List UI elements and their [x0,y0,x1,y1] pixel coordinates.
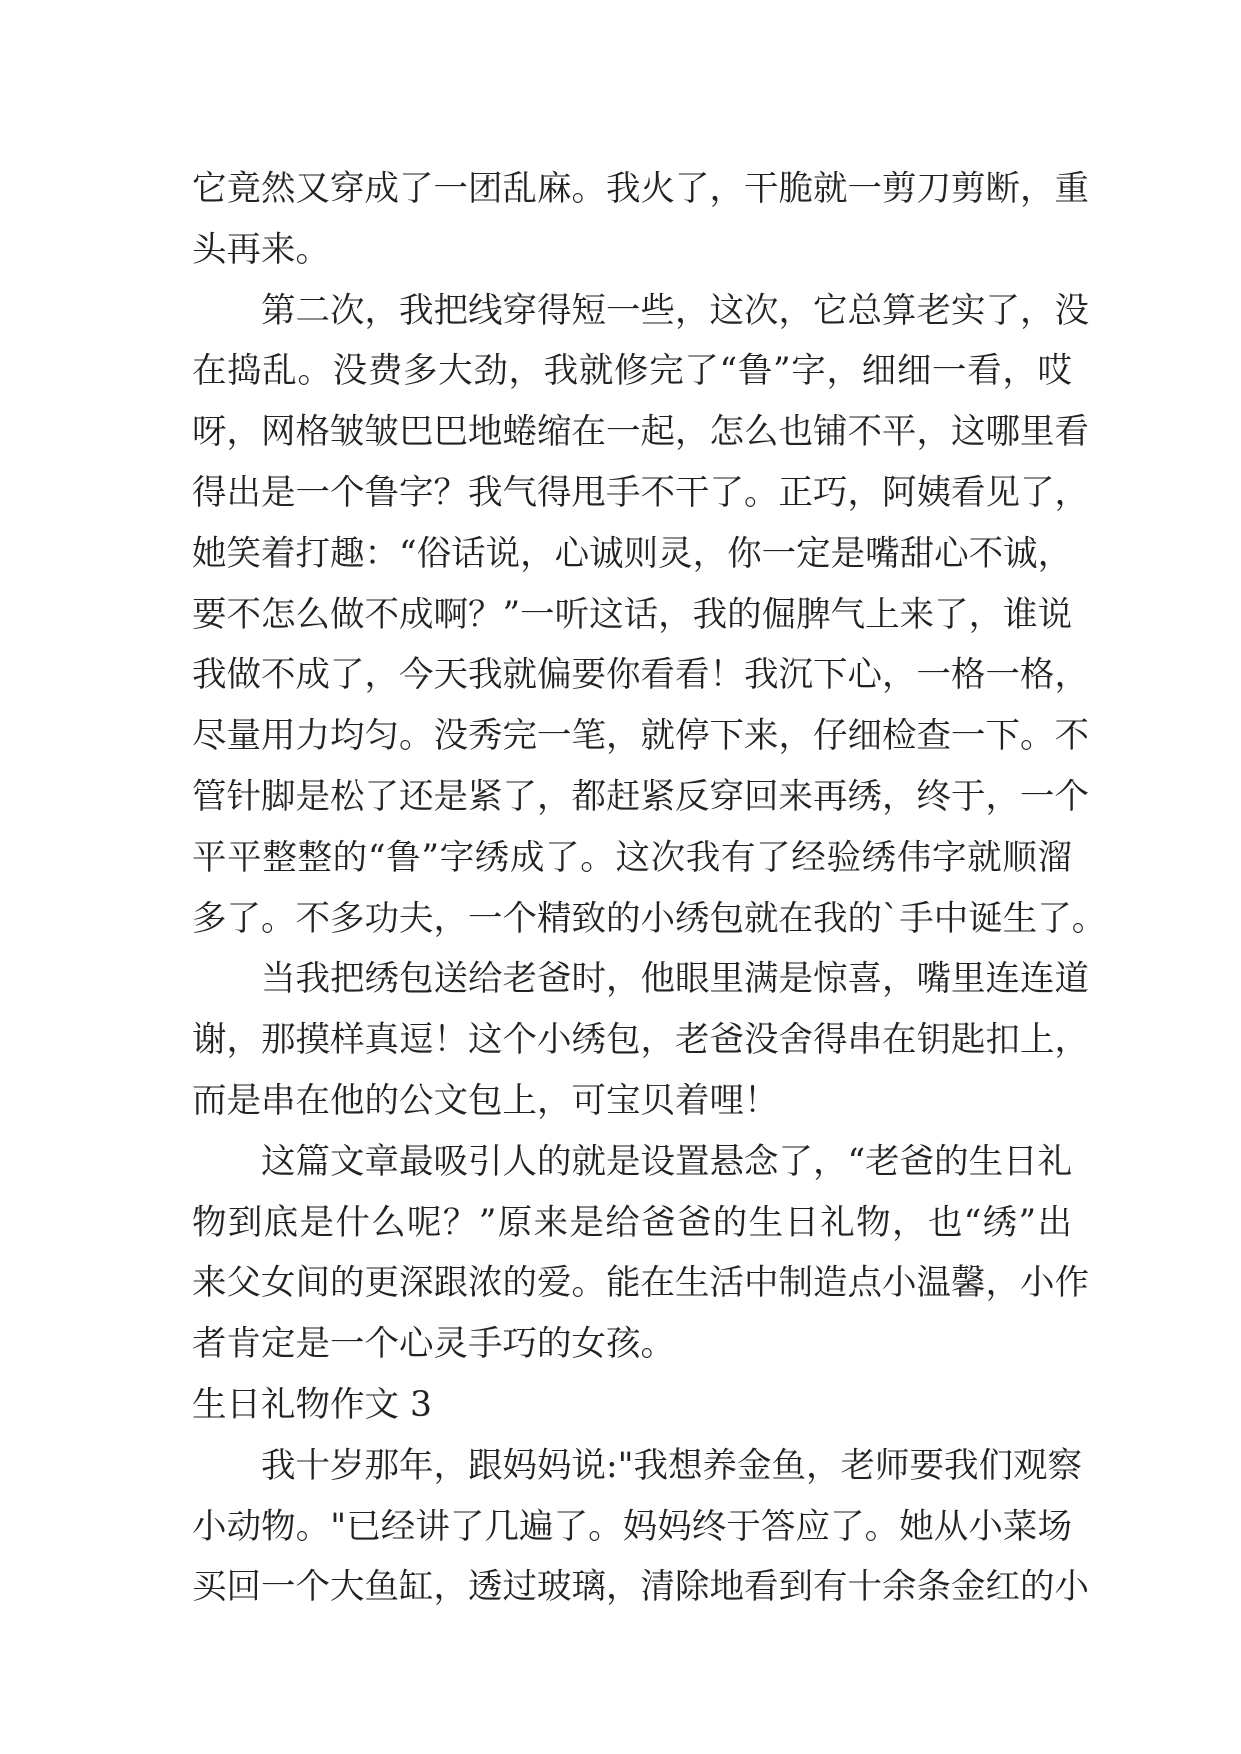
text-line: 这篇文章最吸引人的就是设置悬念了，“老爸的生日礼 [261,1141,1073,1182]
text-line: 者肯定是一个心灵手巧的女孩。 [192,1324,675,1365]
text-line: 呀，网格皱皱巴巴地蜷缩在一起，怎么也铺不平，这哪里看 [192,412,1089,453]
text-line: 生日礼物作文 3 [192,1384,432,1425]
text-line: 在捣乱。没费多大劲，我就修完了“鲁”字，细细一看，哎 [192,351,1072,392]
text-line: 她笑着打趣：“俗话说，心诚则灵，你一定是嘴甜心不诚， [192,533,1073,574]
text-line: 我十岁那年，跟妈妈说:"我想养金鱼，老师要我们观察 [261,1445,1082,1486]
text-line: 管针脚是松了还是紧了，都赶紧反穿回来再绣，终于，一个 [192,776,1089,817]
text-line: 而是串在他的公文包上，可宝贝着哩！ [192,1080,779,1121]
text-line: 它竟然又穿成了一团乱麻。我火了，干脆就一剪刀剪断，重 [192,169,1089,209]
text-line: 谢，那摸样真逗！这个小绣包，老爸没舍得串在钥匙扣上， [192,1020,1089,1061]
text-line: 买回一个大鱼缸，透过玻璃，清除地看到有十余条金红的小 [192,1567,1089,1608]
text-line: 尽量用力均匀。没秀完一笔，就停下来，仔细检查一下。不 [192,716,1089,757]
text-line: 我做不成了，今天我就偏要你看看！我沉下心，一格一格， [192,655,1089,696]
text-line: 来父女间的更深跟浓的爱。能在生活中制造点小温馨，小作 [192,1263,1089,1304]
document-body [192,159,1107,1618]
text-line: 要不怎么做不成啊？”一听这话，我的倔脾气上来了，谁说 [192,594,1073,635]
text-line: 头再来。 [192,229,330,270]
text-line: 物到底是什么呢？”原来是给爸爸的生日礼物，也“绣”出 [192,1202,1072,1243]
text-line: 第二次，我把线穿得短一些，这次，它总算老实了，没 [261,290,1089,331]
text-line: 平平整整的“鲁”字绣成了。这次我有了经验绣伟字就顺溜 [192,837,1072,878]
text-line: 得出是一个鲁字？我气得甩手不干了。正巧，阿姨看见了， [192,472,1089,513]
text-line: 多了。不多功夫，一个精致的小绣包就在我的`手中诞生了。 [192,898,1107,939]
text-line: 小动物。"已经讲了几遍了。妈妈终于答应了。她从小菜场 [192,1506,1072,1547]
text-line: 当我把绣包送给老爸时，他眼里满是惊喜，嘴里连连道 [261,959,1089,1000]
